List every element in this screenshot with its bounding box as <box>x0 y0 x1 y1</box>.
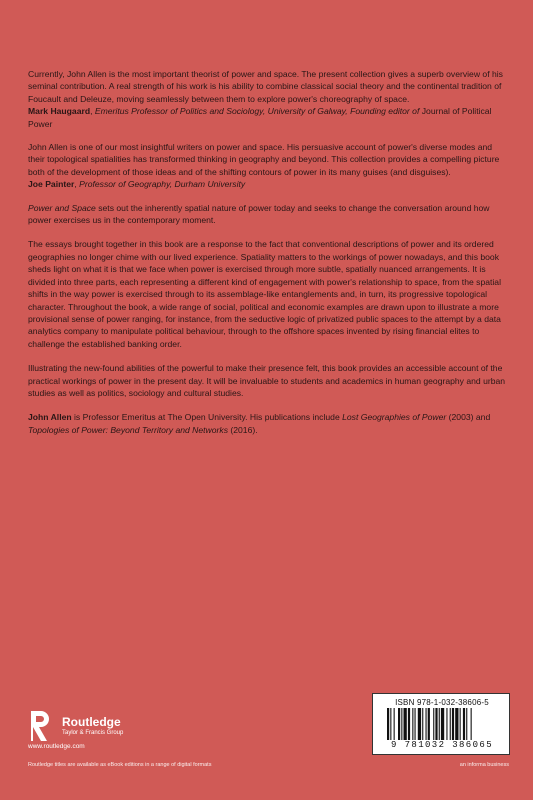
footer-ebook-note: Routledge titles are available as eBook editions in a range of digital formats <box>28 762 212 768</box>
description-paragraph-1: The essays brought together in this book are a response to the fact that conventional descriptions of power and its ordered geographies no longer chime with our lived experience. Spatiality matters to the workings of power nowadays, and this book sheds light on what it is that we face when power is exercised through more subtle, spatially nuanced arrangements. It is divided into three parts, each representing a different kind of engagement with power's relationship to space, from the spatial shifts in the way power is exercised through to its assemblage-like entanglements and, in turn, its progressive topological character. Throughout the book, a wide range of social, political and economic examples are drawn upon to illustrate a more provisional sense of power ranging, for instance, from the seductive logic of privatized public spaces to the attempt by a data analytics company to manipulate political behaviour, through to the offshore spaces invented by rising financial elites to challenge the established banking order. <box>28 239 501 349</box>
endorsement-1: Currently, John Allen is the most important theorist of power and space. The present collection gives a superb overview of his seminal contribution. A real strength of his work is his ability to combine classical social theory and the continental tradition of Foucault and Deleuze, moving seamlessly between them to explore power's choreography of space. Mark Haugaard, Emeritus Professor of Politics and Sociology, University of Galway, Founding editor of Journal of Political Power <box>28 69 503 129</box>
endorsement-1-quote: Currently, John Allen is the most important theorist of power and space. The present collection gives a superb overview of his seminal contribution. A real strength of his work is his ability to combine classical social theory and the continental tradition of Foucault and Deleuze, moving seamlessly between them to explore power's choreography of space. <box>28 69 503 104</box>
isbn-label: ISBN 978-1-032-38606-5 <box>395 698 489 707</box>
description-intro <box>28 202 506 227</box>
publisher-name: Routledge <box>62 714 121 729</box>
author-bio <box>28 411 506 436</box>
description-paragraph-2: Illustrating the new-found abilities of the powerful to make their presence felt, this book provides an accessible account of the practical workings of power in the present day. It will be invaluable to students and academics in human geography and urban studies as well as politics, sociology and cultural studies. <box>28 363 506 398</box>
book-title: Power and Space <box>28 202 96 213</box>
description-intro-text: sets out the inherently spatial nature of power today and seeks to change the conversation around how power exercises us in the contemporary moment. <box>28 202 490 226</box>
cover-text-column <box>28 68 506 448</box>
bio-year-2: (2016). <box>230 424 258 435</box>
author-name: John Allen <box>28 412 72 423</box>
publisher-website: www.routledge.com <box>28 743 85 750</box>
endorsement-1-name: Mark Haugaard <box>28 106 91 117</box>
routledge-logo-icon <box>28 709 56 743</box>
publisher-logo <box>28 709 123 743</box>
bio-book-2: Topologies of Power: Beyond Territory and Networks <box>28 424 228 435</box>
bio-year-1: (2003) and <box>448 412 491 423</box>
isbn-digits: 9 781032 386065 <box>390 740 493 750</box>
publisher-sub: Taylor & Francis Group <box>62 729 124 736</box>
endorsement-2: John Allen is one of our most insightful writers on power and space. His persuasive account of power's diverse modes and their topological spatialities has transformed thinking in geography and beyond. This collection provides a compelling picture both of the development of those ideas and of the shifting contours of power in its many guises (and disguises). Joe Painter, Professor of Geography, Durham University <box>28 142 500 190</box>
endorsement-1-title: Emeritus Professor of Politics and Sociology, University of Galway, Founding editor of <box>94 106 420 117</box>
bio-text-1: is Professor Emeritus at The Open University. His publications include <box>74 412 340 423</box>
endorsement-2-title: Professor of Geography, Durham University <box>79 179 246 190</box>
barcode-bars <box>387 708 497 740</box>
endorsement-1-title-tail: Journal of Political Power <box>28 106 492 129</box>
endorsement-2-quote: John Allen is one of our most insightful writers on power and space. His persuasive account of power's diverse modes and their topological spatialities has transformed thinking in geography and beyond. This collection provides a compelling picture both of the development of those ideas and of the shifting contours of power in its many guises (and disguises). <box>28 142 500 177</box>
isbn-barcode <box>372 693 510 755</box>
footer-informa: an informa business <box>459 762 509 768</box>
endorsement-2-name: Joe Painter <box>28 179 75 190</box>
bio-book-1: Lost Geographies of Power <box>342 412 447 423</box>
